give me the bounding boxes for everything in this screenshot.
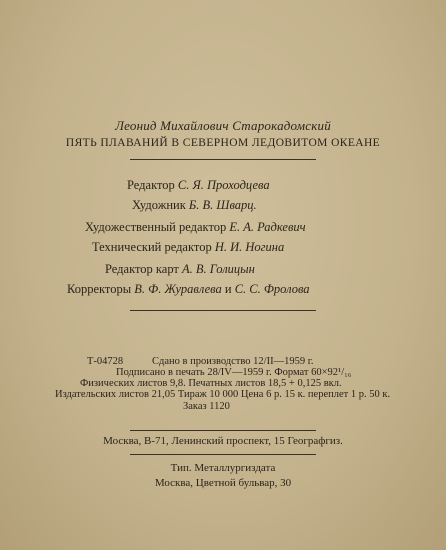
credit-editor: [127, 178, 270, 193]
credit-role: Редактор карт: [105, 262, 179, 276]
credits-divider: [130, 310, 316, 311]
address-divider: [130, 454, 316, 455]
publisher-address: Москва, В-71, Ленинский проспект, 15 Географгиз.: [103, 435, 343, 447]
sheets-count: Физических листов 9,8. Печатных листов 18,5 + 0,125 вкл.: [80, 378, 342, 389]
credit-person-2: С. С. Фролова: [234, 282, 310, 296]
credit-role: Художественный редактор: [85, 220, 227, 234]
print-run-price: Издательских листов 21,05 Тираж 10 000 Цена 6 р. 15 к. переплет 1 р. 50 к.: [55, 389, 391, 400]
publication-divider: [130, 430, 316, 431]
credit-art-editor: [85, 220, 306, 235]
title-divider: [130, 159, 316, 160]
book-title: ПЯТЬ ПЛАВАНИЙ В СЕВЕРНОМ ЛЕДОВИТОМ ОКЕАНЕ: [65, 137, 381, 149]
credit-proofreaders: [67, 282, 310, 297]
credit-person: А. В. Голицын: [182, 262, 255, 276]
signed-format: Подписано в печать 28/IV—1959 г. Формат 60×92¹/₁₆: [116, 367, 352, 378]
production-date: Сдано в производство 12/II—1959 г.: [152, 356, 314, 367]
credit-role: Корректоры: [67, 282, 132, 296]
credit-person: Е. А. Радкевич: [229, 220, 306, 234]
credit-role: Технический редактор: [92, 240, 212, 254]
print-code: Т-04728: [87, 356, 124, 367]
credit-person: В. Ф. Журавлева: [134, 282, 222, 296]
credit-person: С. Я. Проходцева: [177, 178, 270, 192]
printer-address: Москва, Цветной бульвар, 30: [154, 477, 292, 489]
credit-role: Художник: [132, 198, 186, 212]
credit-person: Б. В. Шварц.: [188, 198, 257, 212]
credit-map-editor: [105, 262, 255, 277]
credit-role: Редактор: [127, 178, 175, 192]
credit-person: Н. И. Ногина: [214, 240, 285, 254]
printer-name: Тип. Металлургиздата: [170, 462, 276, 474]
author-name: Леонид Михайлович Старокадомский: [115, 118, 331, 133]
order-number: Заказ 1120: [183, 401, 230, 412]
credit-conjunction: и: [224, 282, 232, 296]
credit-tech-editor: [92, 240, 284, 255]
credit-artist: [132, 198, 257, 213]
